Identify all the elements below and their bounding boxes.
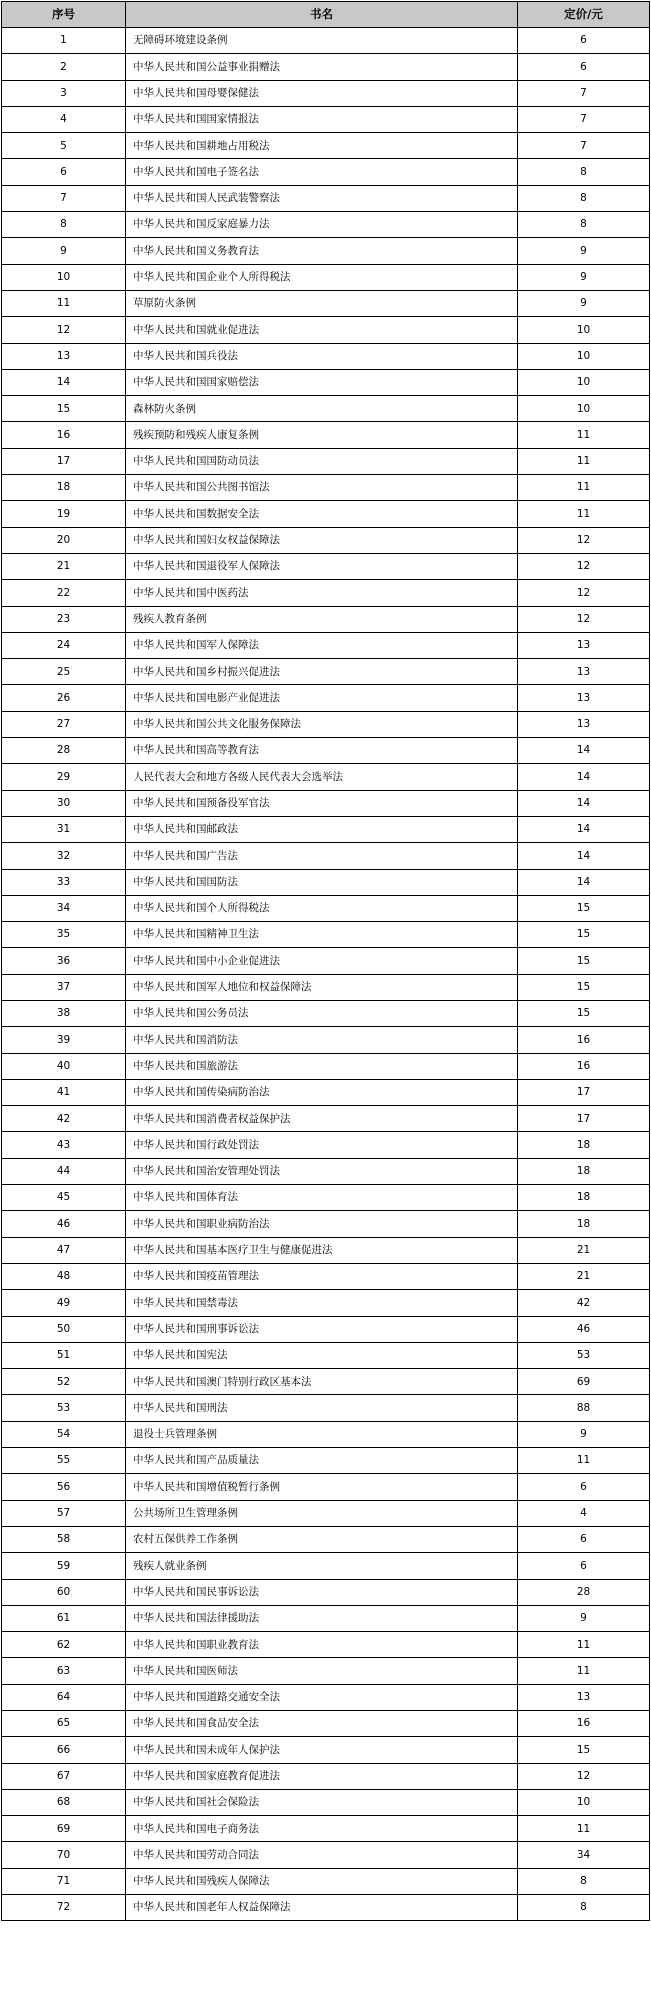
row-number-cell: 67 (2, 1763, 126, 1789)
table-row (2, 1474, 650, 1500)
table-row (2, 632, 650, 658)
table-row (2, 1290, 650, 1316)
table-row (2, 1526, 650, 1552)
table-row (2, 1842, 650, 1868)
header-price: 定价/元 (518, 2, 650, 28)
price-cell: 9 (518, 238, 650, 264)
table-row (2, 1000, 650, 1026)
row-number-cell: 47 (2, 1237, 126, 1263)
row-number-cell: 17 (2, 448, 126, 474)
row-number-cell: 25 (2, 659, 126, 685)
price-cell: 8 (518, 1895, 650, 1921)
book-title-cell: 中华人民共和国禁毒法 (126, 1290, 518, 1316)
price-cell: 6 (518, 1526, 650, 1552)
row-number-cell: 50 (2, 1316, 126, 1342)
table-row (2, 685, 650, 711)
header-number: 序号 (2, 2, 126, 28)
row-number-cell: 40 (2, 1053, 126, 1079)
table-row (2, 1658, 650, 1684)
book-title-cell: 中华人民共和国国家情报法 (126, 106, 518, 132)
row-number-cell: 6 (2, 159, 126, 185)
price-cell: 13 (518, 1684, 650, 1710)
row-number-cell: 12 (2, 317, 126, 343)
table-row (2, 553, 650, 579)
table-row (2, 185, 650, 211)
book-title-cell: 中华人民共和国耕地占用税法 (126, 133, 518, 159)
price-cell: 6 (518, 1553, 650, 1579)
book-title-cell: 中华人民共和国治安管理处罚法 (126, 1158, 518, 1184)
book-title-cell: 中华人民共和国行政处罚法 (126, 1132, 518, 1158)
book-title-cell: 中华人民共和国退役军人保障法 (126, 553, 518, 579)
price-cell: 6 (518, 28, 650, 54)
row-number-cell: 10 (2, 264, 126, 290)
table-row (2, 1684, 650, 1710)
row-number-cell: 15 (2, 396, 126, 422)
book-title-cell: 残疾人就业条例 (126, 1553, 518, 1579)
price-cell: 10 (518, 369, 650, 395)
book-title-cell: 中华人民共和国民事诉讼法 (126, 1579, 518, 1605)
row-number-cell: 26 (2, 685, 126, 711)
table-row (2, 264, 650, 290)
table-row (2, 54, 650, 80)
book-title-cell: 中华人民共和国义务教育法 (126, 238, 518, 264)
table-row (2, 133, 650, 159)
table-row (2, 369, 650, 395)
row-number-cell: 2 (2, 54, 126, 80)
table-row (2, 501, 650, 527)
table-row (2, 317, 650, 343)
book-title-cell: 中华人民共和国企业个人所得税法 (126, 264, 518, 290)
row-number-cell: 22 (2, 580, 126, 606)
row-number-cell: 21 (2, 553, 126, 579)
table-row (2, 212, 650, 238)
row-number-cell: 13 (2, 343, 126, 369)
price-cell: 6 (518, 54, 650, 80)
row-number-cell: 45 (2, 1185, 126, 1211)
book-title-cell: 中华人民共和国电子签名法 (126, 159, 518, 185)
table-row (2, 1579, 650, 1605)
book-title-cell: 中华人民共和国消防法 (126, 1027, 518, 1053)
price-cell: 12 (518, 527, 650, 553)
table-row (2, 448, 650, 474)
table-row (2, 422, 650, 448)
table-row (2, 290, 650, 316)
book-title-cell: 中华人民共和国未成年人保护法 (126, 1737, 518, 1763)
price-cell: 8 (518, 1868, 650, 1894)
price-cell: 10 (518, 343, 650, 369)
table-body (2, 28, 650, 1921)
price-cell: 53 (518, 1342, 650, 1368)
price-cell: 8 (518, 159, 650, 185)
row-number-cell: 19 (2, 501, 126, 527)
table-row (2, 922, 650, 948)
row-number-cell: 65 (2, 1711, 126, 1737)
book-title-cell: 人民代表大会和地方各级人民代表大会选举法 (126, 764, 518, 790)
book-title-cell: 中华人民共和国电子商务法 (126, 1816, 518, 1842)
price-cell: 6 (518, 1474, 650, 1500)
book-title-cell: 中华人民共和国增值税暂行条例 (126, 1474, 518, 1500)
table-row (2, 1053, 650, 1079)
row-number-cell: 42 (2, 1106, 126, 1132)
price-cell: 13 (518, 711, 650, 737)
book-title-cell: 中华人民共和国军人地位和权益保障法 (126, 974, 518, 1000)
book-title-cell: 中华人民共和国军人保障法 (126, 632, 518, 658)
table-row (2, 1185, 650, 1211)
price-cell: 7 (518, 133, 650, 159)
book-title-cell: 中华人民共和国职业教育法 (126, 1632, 518, 1658)
book-title-cell: 中华人民共和国残疾人保障法 (126, 1868, 518, 1894)
book-title-cell: 中华人民共和国医师法 (126, 1658, 518, 1684)
price-cell: 10 (518, 396, 650, 422)
table-row (2, 1789, 650, 1815)
price-cell: 7 (518, 80, 650, 106)
table-row (2, 738, 650, 764)
price-cell: 12 (518, 606, 650, 632)
row-number-cell: 43 (2, 1132, 126, 1158)
row-number-cell: 35 (2, 922, 126, 948)
price-cell: 8 (518, 185, 650, 211)
book-title-cell: 公共场所卫生管理条例 (126, 1500, 518, 1526)
price-cell: 13 (518, 632, 650, 658)
row-number-cell: 72 (2, 1895, 126, 1921)
book-title-cell: 中华人民共和国刑事诉讼法 (126, 1316, 518, 1342)
table-row (2, 343, 650, 369)
book-title-cell: 残疾人教育条例 (126, 606, 518, 632)
price-cell: 14 (518, 816, 650, 842)
price-cell: 9 (518, 290, 650, 316)
table-row (2, 1132, 650, 1158)
table-row (2, 527, 650, 553)
price-cell: 15 (518, 948, 650, 974)
book-title-cell: 中华人民共和国母婴保健法 (126, 80, 518, 106)
book-title-cell: 中华人民共和国公益事业捐赠法 (126, 54, 518, 80)
price-cell: 11 (518, 422, 650, 448)
table-row (2, 28, 650, 54)
price-cell: 28 (518, 1579, 650, 1605)
book-title-cell: 中华人民共和国中小企业促进法 (126, 948, 518, 974)
book-title-cell: 中华人民共和国刑法 (126, 1395, 518, 1421)
book-title-cell: 中华人民共和国广告法 (126, 843, 518, 869)
table-row (2, 1605, 650, 1631)
price-cell: 14 (518, 790, 650, 816)
book-title-cell: 中华人民共和国老年人权益保障法 (126, 1895, 518, 1921)
row-number-cell: 46 (2, 1211, 126, 1237)
price-cell: 34 (518, 1842, 650, 1868)
row-number-cell: 24 (2, 632, 126, 658)
price-cell: 88 (518, 1395, 650, 1421)
row-number-cell: 9 (2, 238, 126, 264)
row-number-cell: 31 (2, 816, 126, 842)
book-title-cell: 中华人民共和国旅游法 (126, 1053, 518, 1079)
row-number-cell: 63 (2, 1658, 126, 1684)
row-number-cell: 58 (2, 1526, 126, 1552)
table-row (2, 1421, 650, 1447)
table-row (2, 869, 650, 895)
book-title-cell: 中华人民共和国公务员法 (126, 1000, 518, 1026)
book-title-cell: 中华人民共和国体育法 (126, 1185, 518, 1211)
row-number-cell: 44 (2, 1158, 126, 1184)
row-number-cell: 69 (2, 1816, 126, 1842)
price-cell: 10 (518, 1789, 650, 1815)
book-title-cell: 森林防火条例 (126, 396, 518, 422)
table-row (2, 1553, 650, 1579)
book-title-cell: 中华人民共和国邮政法 (126, 816, 518, 842)
row-number-cell: 39 (2, 1027, 126, 1053)
table-header (2, 2, 650, 28)
table-row (2, 1632, 650, 1658)
price-cell: 9 (518, 1605, 650, 1631)
row-number-cell: 30 (2, 790, 126, 816)
price-cell: 21 (518, 1237, 650, 1263)
table-row (2, 1211, 650, 1237)
price-cell: 15 (518, 895, 650, 921)
price-cell: 15 (518, 1737, 650, 1763)
row-number-cell: 54 (2, 1421, 126, 1447)
book-title-cell: 中华人民共和国中医药法 (126, 580, 518, 606)
row-number-cell: 59 (2, 1553, 126, 1579)
row-number-cell: 48 (2, 1263, 126, 1289)
price-cell: 18 (518, 1158, 650, 1184)
price-cell: 9 (518, 264, 650, 290)
table-row (2, 1448, 650, 1474)
price-cell: 14 (518, 869, 650, 895)
book-title-cell: 中华人民共和国妇女权益保障法 (126, 527, 518, 553)
book-title-cell: 中华人民共和国公共文化服务保障法 (126, 711, 518, 737)
header-row (2, 2, 650, 28)
book-title-cell: 中华人民共和国电影产业促进法 (126, 685, 518, 711)
book-title-cell: 残疾预防和残疾人康复条例 (126, 422, 518, 448)
book-title-cell: 退役士兵管理条例 (126, 1421, 518, 1447)
table-row (2, 1895, 650, 1921)
price-cell: 11 (518, 1658, 650, 1684)
table-row (2, 1737, 650, 1763)
table-row (2, 580, 650, 606)
table-row (2, 1158, 650, 1184)
table-row (2, 1237, 650, 1263)
book-title-cell: 中华人民共和国家庭教育促进法 (126, 1763, 518, 1789)
book-price-table (1, 1, 650, 1921)
price-cell: 9 (518, 1421, 650, 1447)
price-cell: 14 (518, 738, 650, 764)
price-cell: 42 (518, 1290, 650, 1316)
price-cell: 11 (518, 1632, 650, 1658)
book-title-cell: 草原防火条例 (126, 290, 518, 316)
price-cell: 18 (518, 1185, 650, 1211)
table-row (2, 1027, 650, 1053)
row-number-cell: 20 (2, 527, 126, 553)
row-number-cell: 18 (2, 475, 126, 501)
table-row (2, 1106, 650, 1132)
row-number-cell: 11 (2, 290, 126, 316)
header-title: 书名 (126, 2, 518, 28)
row-number-cell: 56 (2, 1474, 126, 1500)
table-row (2, 790, 650, 816)
book-title-cell: 中华人民共和国疫苗管理法 (126, 1263, 518, 1289)
row-number-cell: 5 (2, 133, 126, 159)
table-row (2, 475, 650, 501)
table-row (2, 106, 650, 132)
table-row (2, 816, 650, 842)
book-title-cell: 中华人民共和国乡村振兴促进法 (126, 659, 518, 685)
table-row (2, 396, 650, 422)
price-cell: 12 (518, 580, 650, 606)
book-title-cell: 中华人民共和国传染病防治法 (126, 1079, 518, 1105)
book-title-cell: 中华人民共和国数据安全法 (126, 501, 518, 527)
price-cell: 12 (518, 553, 650, 579)
row-number-cell: 37 (2, 974, 126, 1000)
table-row (2, 1316, 650, 1342)
table-row (2, 764, 650, 790)
row-number-cell: 7 (2, 185, 126, 211)
table-row (2, 80, 650, 106)
row-number-cell: 53 (2, 1395, 126, 1421)
price-cell: 11 (518, 1448, 650, 1474)
book-title-cell: 中华人民共和国预备役军官法 (126, 790, 518, 816)
row-number-cell: 28 (2, 738, 126, 764)
row-number-cell: 61 (2, 1605, 126, 1631)
row-number-cell: 62 (2, 1632, 126, 1658)
table-row (2, 1500, 650, 1526)
table-row (2, 1342, 650, 1368)
book-title-cell: 中华人民共和国人民武装警察法 (126, 185, 518, 211)
table-row (2, 159, 650, 185)
price-cell: 10 (518, 317, 650, 343)
price-cell: 14 (518, 843, 650, 869)
price-cell: 15 (518, 1000, 650, 1026)
price-cell: 7 (518, 106, 650, 132)
book-title-cell: 中华人民共和国国防动员法 (126, 448, 518, 474)
row-number-cell: 1 (2, 28, 126, 54)
row-number-cell: 51 (2, 1342, 126, 1368)
book-title-cell: 中华人民共和国产品质量法 (126, 1448, 518, 1474)
row-number-cell: 4 (2, 106, 126, 132)
row-number-cell: 32 (2, 843, 126, 869)
table-row (2, 1369, 650, 1395)
price-cell: 11 (518, 475, 650, 501)
book-title-cell: 无障碍环境建设条例 (126, 28, 518, 54)
table-row (2, 1816, 650, 1842)
row-number-cell: 71 (2, 1868, 126, 1894)
row-number-cell: 34 (2, 895, 126, 921)
book-title-cell: 中华人民共和国法律援助法 (126, 1605, 518, 1631)
price-cell: 13 (518, 685, 650, 711)
row-number-cell: 23 (2, 606, 126, 632)
table-row (2, 843, 650, 869)
price-cell: 16 (518, 1053, 650, 1079)
row-number-cell: 14 (2, 369, 126, 395)
price-cell: 18 (518, 1132, 650, 1158)
row-number-cell: 64 (2, 1684, 126, 1710)
table-row (2, 1395, 650, 1421)
table-row (2, 1868, 650, 1894)
row-number-cell: 68 (2, 1789, 126, 1815)
book-title-cell: 中华人民共和国道路交通安全法 (126, 1684, 518, 1710)
row-number-cell: 66 (2, 1737, 126, 1763)
book-title-cell: 中华人民共和国社会保险法 (126, 1789, 518, 1815)
price-cell: 17 (518, 1106, 650, 1132)
price-cell: 13 (518, 659, 650, 685)
book-title-cell: 中华人民共和国精神卫生法 (126, 922, 518, 948)
row-number-cell: 60 (2, 1579, 126, 1605)
table-row (2, 974, 650, 1000)
row-number-cell: 16 (2, 422, 126, 448)
row-number-cell: 70 (2, 1842, 126, 1868)
book-title-cell: 中华人民共和国宪法 (126, 1342, 518, 1368)
price-cell: 11 (518, 501, 650, 527)
book-title-cell: 中华人民共和国就业促进法 (126, 317, 518, 343)
book-title-cell: 中华人民共和国国家赔偿法 (126, 369, 518, 395)
price-cell: 12 (518, 1763, 650, 1789)
book-title-cell: 农村五保供养工作条例 (126, 1526, 518, 1552)
price-cell: 11 (518, 1816, 650, 1842)
row-number-cell: 41 (2, 1079, 126, 1105)
book-title-cell: 中华人民共和国个人所得税法 (126, 895, 518, 921)
price-cell: 8 (518, 212, 650, 238)
table-row (2, 659, 650, 685)
row-number-cell: 36 (2, 948, 126, 974)
price-cell: 4 (518, 1500, 650, 1526)
table-row (2, 948, 650, 974)
price-cell: 11 (518, 448, 650, 474)
row-number-cell: 29 (2, 764, 126, 790)
row-number-cell: 38 (2, 1000, 126, 1026)
row-number-cell: 55 (2, 1448, 126, 1474)
row-number-cell: 27 (2, 711, 126, 737)
book-title-cell: 中华人民共和国反家庭暴力法 (126, 212, 518, 238)
row-number-cell: 33 (2, 869, 126, 895)
table-row (2, 1079, 650, 1105)
price-cell: 15 (518, 922, 650, 948)
row-number-cell: 3 (2, 80, 126, 106)
book-title-cell: 中华人民共和国兵役法 (126, 343, 518, 369)
price-cell: 69 (518, 1369, 650, 1395)
book-title-cell: 中华人民共和国国防法 (126, 869, 518, 895)
table-row (2, 711, 650, 737)
book-title-cell: 中华人民共和国基本医疗卫生与健康促进法 (126, 1237, 518, 1263)
price-cell: 17 (518, 1079, 650, 1105)
book-title-cell: 中华人民共和国职业病防治法 (126, 1211, 518, 1237)
book-title-cell: 中华人民共和国澳门特别行政区基本法 (126, 1369, 518, 1395)
book-title-cell: 中华人民共和国高等教育法 (126, 738, 518, 764)
book-title-cell: 中华人民共和国公共图书馆法 (126, 475, 518, 501)
table-row (2, 238, 650, 264)
row-number-cell: 8 (2, 212, 126, 238)
price-cell: 18 (518, 1211, 650, 1237)
book-title-cell: 中华人民共和国食品安全法 (126, 1711, 518, 1737)
price-cell: 46 (518, 1316, 650, 1342)
table-row (2, 606, 650, 632)
book-title-cell: 中华人民共和国消费者权益保护法 (126, 1106, 518, 1132)
table-row (2, 1263, 650, 1289)
row-number-cell: 57 (2, 1500, 126, 1526)
table-row (2, 1763, 650, 1789)
price-cell: 14 (518, 764, 650, 790)
table-row (2, 895, 650, 921)
book-title-cell: 中华人民共和国劳动合同法 (126, 1842, 518, 1868)
price-cell: 15 (518, 974, 650, 1000)
table-row (2, 1711, 650, 1737)
price-cell: 16 (518, 1027, 650, 1053)
price-cell: 16 (518, 1711, 650, 1737)
row-number-cell: 52 (2, 1369, 126, 1395)
price-cell: 21 (518, 1263, 650, 1289)
row-number-cell: 49 (2, 1290, 126, 1316)
